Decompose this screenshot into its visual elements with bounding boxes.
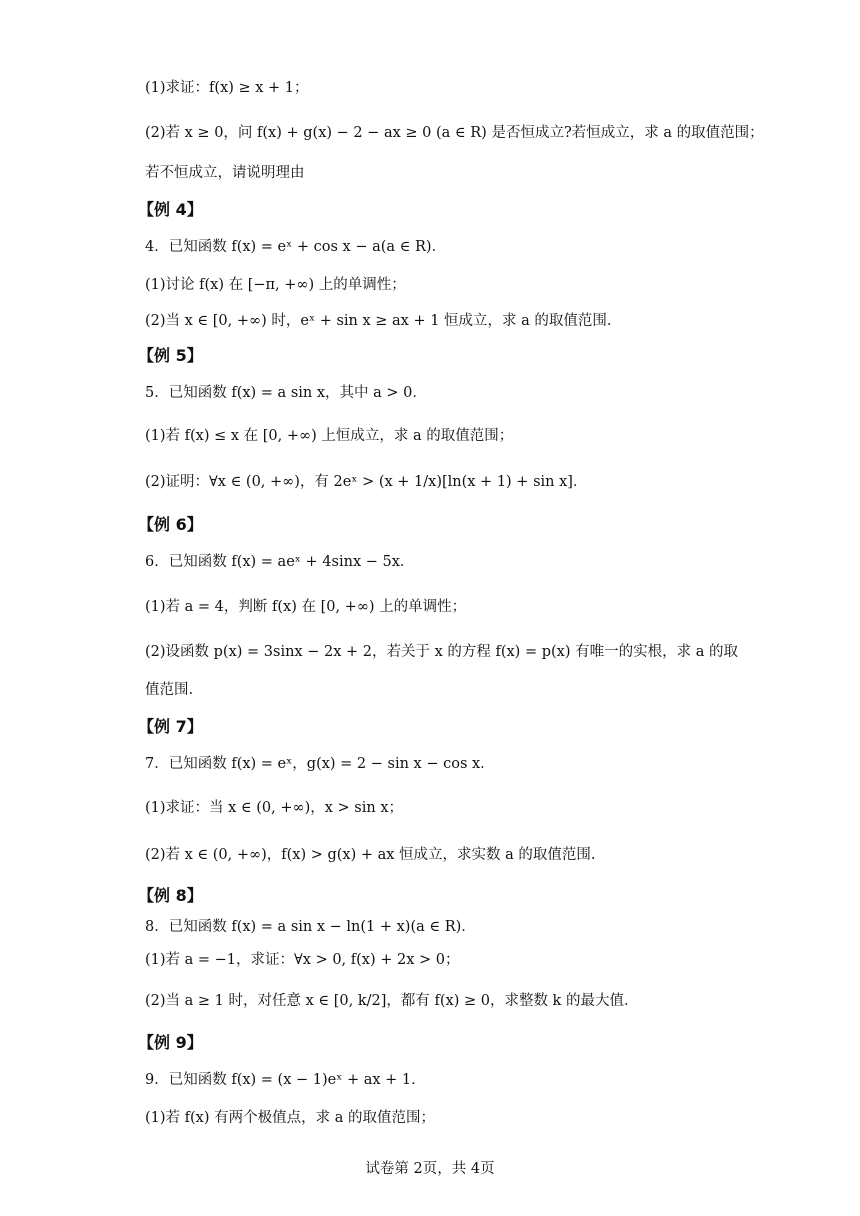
text-line: (1)讨论 f(x) 在 [−π, +∞) 上的单调性； [145, 277, 406, 293]
text-line: (1)若 f(x) 有两个极值点，求 a 的取值范围； [145, 1110, 435, 1126]
example-heading: 【例 5】 [138, 346, 203, 365]
text-line: (1)若 a = −1，求证：∀x > 0, f(x) + 2x > 0； [145, 952, 460, 968]
text-line: (1)若 f(x) ≤ x 在 [0, +∞) 上恒成立，求 a 的取值范围； [145, 428, 514, 444]
text-line: 若不恒成立，请说明理由 [145, 165, 305, 181]
text-line: (2)当 a ≥ 1 时，对任意 x ∈ [0, k/2]，都有 f(x) ≥ 0，求整数 k 的最大值． [145, 993, 639, 1009]
text-line: (1)求证：f(x) ≥ x + 1； [145, 80, 309, 96]
example-heading: 【例 6】 [138, 515, 203, 534]
text-line: (2)若 x ≥ 0，问 f(x) + g(x) − 2 − ax ≥ 0 (a ∈ R) 是否恒成立?若恒成立，求 a 的取值范围； [145, 125, 764, 141]
text-line: (2)若 x ∈ (0, +∞)，f(x) > g(x) + ax 恒成立，求实数 a 的取值范围. [145, 847, 596, 863]
example-heading: 【例 4】 [138, 200, 203, 219]
text-line: 7．已知函数 f(x) = eˣ，g(x) = 2 − sin x − cos x． [145, 756, 495, 772]
text-line: 4．已知函数 f(x) = eˣ + cos x − a(a ∈ R)． [145, 239, 447, 255]
text-line: 5．已知函数 f(x) = a sin x，其中 a > 0． [145, 385, 427, 401]
page-footer: 试卷第 2页，共 4页 [365, 1161, 495, 1177]
text-line: 8．已知函数 f(x) = a sin x − ln(1 + x)(a ∈ R)． [145, 919, 476, 935]
example-heading: 【例 8】 [138, 886, 203, 905]
text-line: 6．已知函数 f(x) = aeˣ + 4sinx − 5x． [145, 554, 415, 570]
example-heading: 【例 9】 [138, 1033, 203, 1052]
text-line: 值范围. [145, 682, 194, 698]
text-line: 9．已知函数 f(x) = (x − 1)eˣ + ax + 1． [145, 1072, 426, 1088]
text-line: (1)求证：当 x ∈ (0, +∞)，x > sin x； [145, 800, 404, 816]
text-line: (2)设函数 p(x) = 3sinx − 2x + 2，若关于 x 的方程 f(x) = p(x) 有唯一的实根，求 a 的取 [145, 644, 738, 660]
text-line: (2)证明：∀x ∈ (0, +∞)，有 2eˣ > (x + 1/x)[ln(x + 1) + sin x]． [145, 474, 588, 490]
text-line: (2)当 x ∈ [0, +∞) 时，eˣ + sin x ≥ ax + 1 恒成立，求 a 的取值范围． [145, 313, 622, 329]
text-line: (1)若 a = 4，判断 f(x) 在 [0, +∞) 上的单调性； [145, 599, 467, 615]
example-heading: 【例 7】 [138, 717, 203, 736]
